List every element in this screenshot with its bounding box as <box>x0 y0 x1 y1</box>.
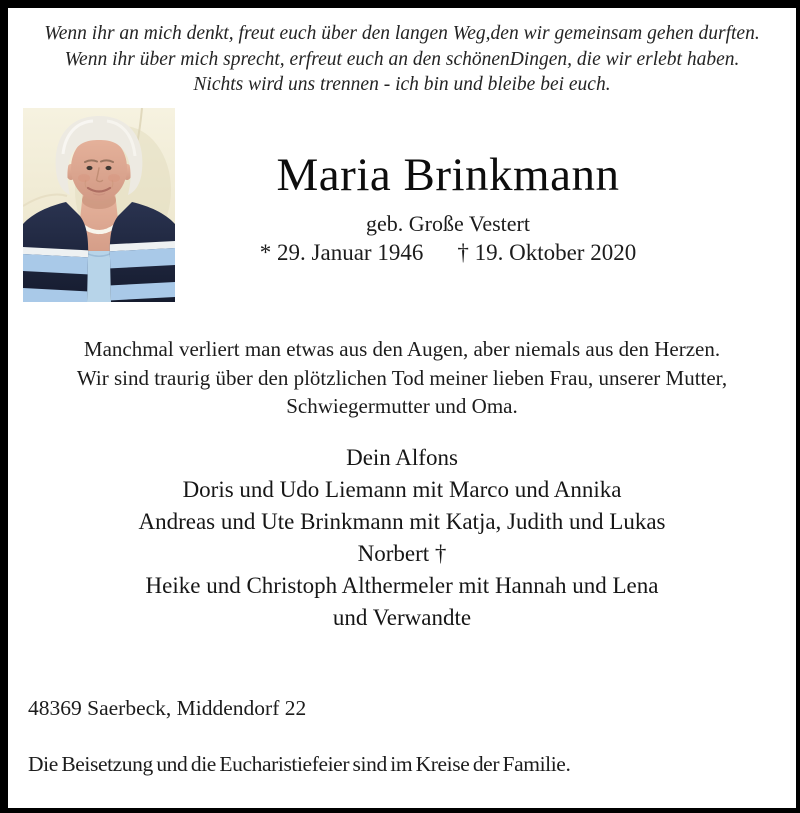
mourner-line: Andreas und Ute Brinkmann mit Katja, Judith und Lukas <box>138 509 666 534</box>
maiden-name: geb. Große Vestert <box>366 211 530 236</box>
mourner-line: Dein Alfons <box>346 445 458 470</box>
mourner-line: Doris und Udo Liemann mit Marco und Annika <box>182 477 622 502</box>
life-dates <box>100 239 796 266</box>
deceased-header <box>100 148 796 266</box>
mourner-line: Heike und Christoph Althermeler mit Hannah und Lena <box>145 573 659 598</box>
mourner-line: und Verwandte <box>332 605 472 630</box>
birth-date: * 29. Januar 1946 <box>259 240 424 265</box>
memory-line: Manchmal verliert man etwas aus den Augen, aber niemals aus den Herzen. <box>83 337 721 361</box>
epitaph-line-1: Wenn ihr an mich denkt, freut euch über den langen Weg,den wir gemeinsam gehen durften. <box>44 23 760 44</box>
address-line: 48369 Saerbeck, Middendorf 22 <box>28 696 307 720</box>
mourners-list <box>8 442 796 634</box>
deceased-name: Maria Brinkmann <box>276 149 620 201</box>
death-date: † 19. Oktober 2020 <box>457 240 637 265</box>
epitaph-line-2: Wenn ihr über mich sprecht, erfreut euch an den schönenDingen, die wir erlebt haben. <box>64 48 740 70</box>
grief-line-2: Schwiegermutter und Oma. <box>286 394 518 418</box>
grief-line-1: Wir sind traurig über den plötzlichen Tod meiner lieben Frau, unserer Mutter, <box>76 365 728 390</box>
epitaph <box>8 21 796 98</box>
condolence-text <box>8 335 796 421</box>
funeral-notice: Die Beisetzung und die Eucharistiefeier sind im Kreise der Familie. <box>28 752 571 776</box>
epitaph-line-3: Nichts wird uns trennen - ich bin und bleibe bei euch. <box>193 74 611 95</box>
mourner-line: Norbert † <box>357 541 447 566</box>
